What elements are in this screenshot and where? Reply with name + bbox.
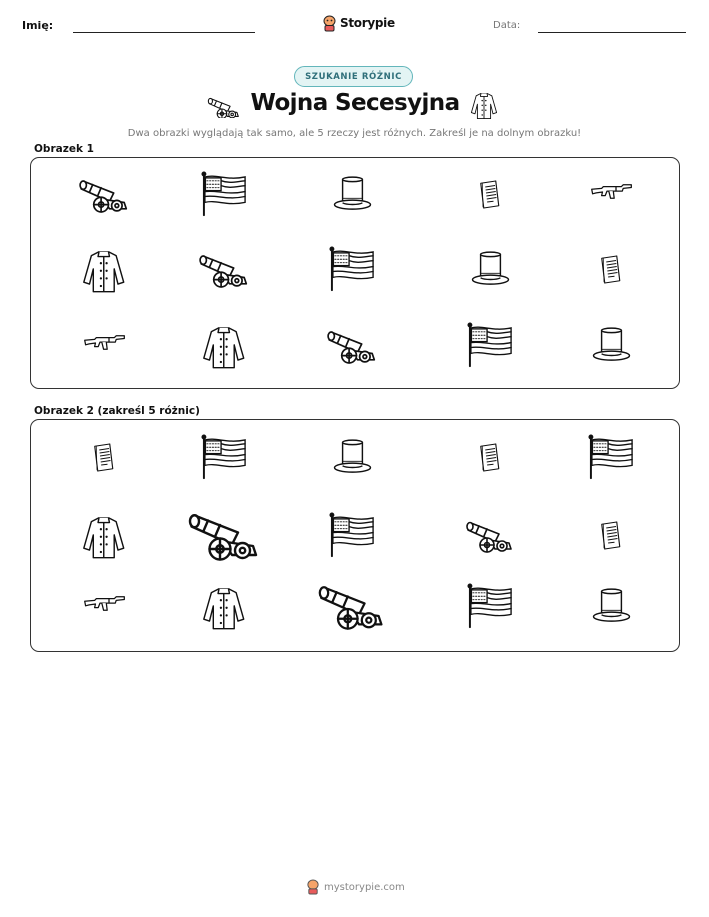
top-hat-icon[interactable]: [589, 586, 634, 629]
flag-icon[interactable]: [328, 513, 377, 560]
flag-icon: [200, 172, 249, 219]
brand-name: Storypie: [340, 16, 395, 30]
page-title: Wojna Secesyjna: [250, 90, 460, 116]
flag-icon: [466, 323, 515, 370]
cannon-icon: [198, 246, 251, 296]
document-icon: [592, 253, 630, 289]
top-hat-icon: [589, 325, 634, 368]
document-icon[interactable]: [85, 441, 123, 477]
storypie-mascot-icon: [306, 879, 320, 895]
top-hat-icon: [330, 174, 375, 217]
coat-icon: [200, 324, 248, 370]
document-icon[interactable]: [471, 441, 509, 477]
instructions: Dwa obrazki wyglądają tak samo, ale 5 rzeczy jest różnych. Zakreśl je na dolnym obrazku!: [127, 128, 582, 139]
brand-logo: [322, 13, 395, 33]
flag-icon[interactable]: [466, 584, 515, 631]
coat-icon[interactable]: [200, 585, 248, 631]
date-line[interactable]: [538, 32, 686, 33]
activity-badge: SZUKANIE RÓŻNIC: [294, 66, 413, 87]
cannon-icon[interactable]: [317, 574, 387, 641]
footer-site: mystorypie.com: [324, 881, 405, 893]
top-hat-icon[interactable]: [330, 437, 375, 480]
cannon-icon[interactable]: [187, 501, 262, 573]
cannon-icon: [326, 322, 379, 372]
date-label: Data:: [493, 20, 521, 31]
picture-1-label: Obrazek 1: [34, 143, 94, 155]
document-icon: [471, 178, 509, 214]
name-line[interactable]: [73, 32, 255, 33]
cannon-icon[interactable]: [465, 513, 515, 561]
flag-icon[interactable]: [587, 435, 636, 482]
flag-icon[interactable]: [200, 435, 249, 482]
rifle-icon: [82, 325, 127, 368]
top-hat-icon: [468, 249, 513, 292]
cannon-icon: [78, 171, 131, 221]
picture-2-label: Obrazek 2 (zakreśl 5 różnic): [34, 405, 200, 417]
flag-icon: [328, 247, 377, 294]
document-icon[interactable]: [592, 519, 630, 555]
coat-icon: [469, 91, 499, 123]
name-label: Imię:: [22, 19, 54, 32]
coat-icon[interactable]: [80, 514, 128, 560]
storypie-mascot-icon: [322, 15, 337, 32]
rifle-icon: [589, 174, 634, 217]
coat-icon: [80, 248, 128, 294]
footer: [306, 879, 405, 895]
rifle-icon[interactable]: [82, 586, 127, 629]
